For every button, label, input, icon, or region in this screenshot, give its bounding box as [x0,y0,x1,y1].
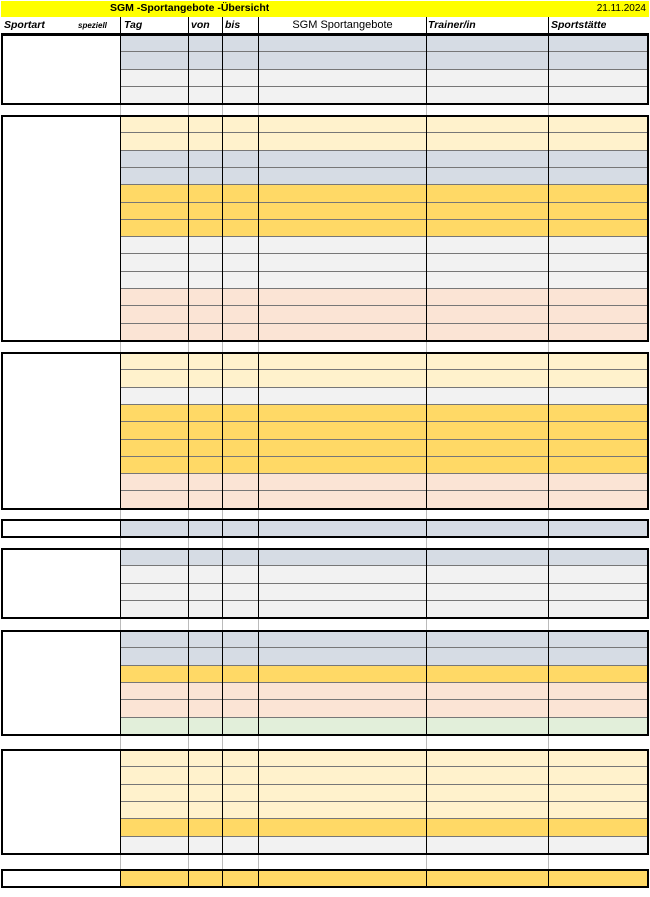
header-sportart: Sportart [4,19,45,31]
gap-divider [548,342,549,352]
group-box [1,34,649,105]
gap-divider [222,619,223,630]
gap-divider [222,736,223,749]
gap-divider [188,105,189,115]
gap-divider [188,736,189,749]
gap-divider [188,855,189,869]
gap-divider [222,855,223,869]
gap-divider [188,538,189,548]
header-tag: Tag [124,19,143,31]
group-box [1,519,649,538]
sheet-date: 21.11.2024 [596,3,646,14]
gap-divider [222,342,223,352]
header-von: von [191,19,210,31]
header-column-divider [120,17,121,34]
gap-divider [258,342,259,352]
gap-divider [258,736,259,749]
header-column-divider [188,17,189,34]
title-bar [1,1,649,17]
gap-divider [222,538,223,548]
gap-divider [120,342,121,352]
gap-divider [258,619,259,630]
group-box [1,630,649,736]
gap-divider [188,619,189,630]
header-staette: Sportstätte [551,19,607,31]
header-speziell: speziell [78,21,107,30]
group-box [1,548,649,619]
gap-divider [426,619,427,630]
gap-divider [120,619,121,630]
group-box [1,749,649,855]
group-box [1,869,649,888]
group-box [1,115,649,342]
gap-divider [222,105,223,115]
gap-divider [548,619,549,630]
gap-divider [548,855,549,869]
gap-divider [188,342,189,352]
gap-divider [120,538,121,548]
gap-divider [426,538,427,548]
gap-divider [548,736,549,749]
gap-divider [120,855,121,869]
gap-divider [548,105,549,115]
header-column-divider [258,17,259,34]
gap-divider [120,510,121,519]
header-bis: bis [225,19,241,31]
gap-divider [426,105,427,115]
header-angebot: SGM Sportangebote [292,19,393,31]
gap-divider [222,510,223,519]
group-box [1,352,649,510]
header-trainer: Trainer/in [428,19,476,31]
gap-divider [426,736,427,749]
gap-divider [548,510,549,519]
gap-divider [258,510,259,519]
header-column-divider [548,17,549,34]
sheet-title: SGM -Sportangebote -Übersicht [110,2,270,14]
gap-divider [426,342,427,352]
gap-divider [258,105,259,115]
gap-divider [120,736,121,749]
gap-divider [548,538,549,548]
gap-divider [120,105,121,115]
gap-divider [188,510,189,519]
gap-divider [426,510,427,519]
gap-divider [426,855,427,869]
gap-divider [258,538,259,548]
gap-divider [258,855,259,869]
header-column-divider [222,17,223,34]
header-column-divider [426,17,427,34]
